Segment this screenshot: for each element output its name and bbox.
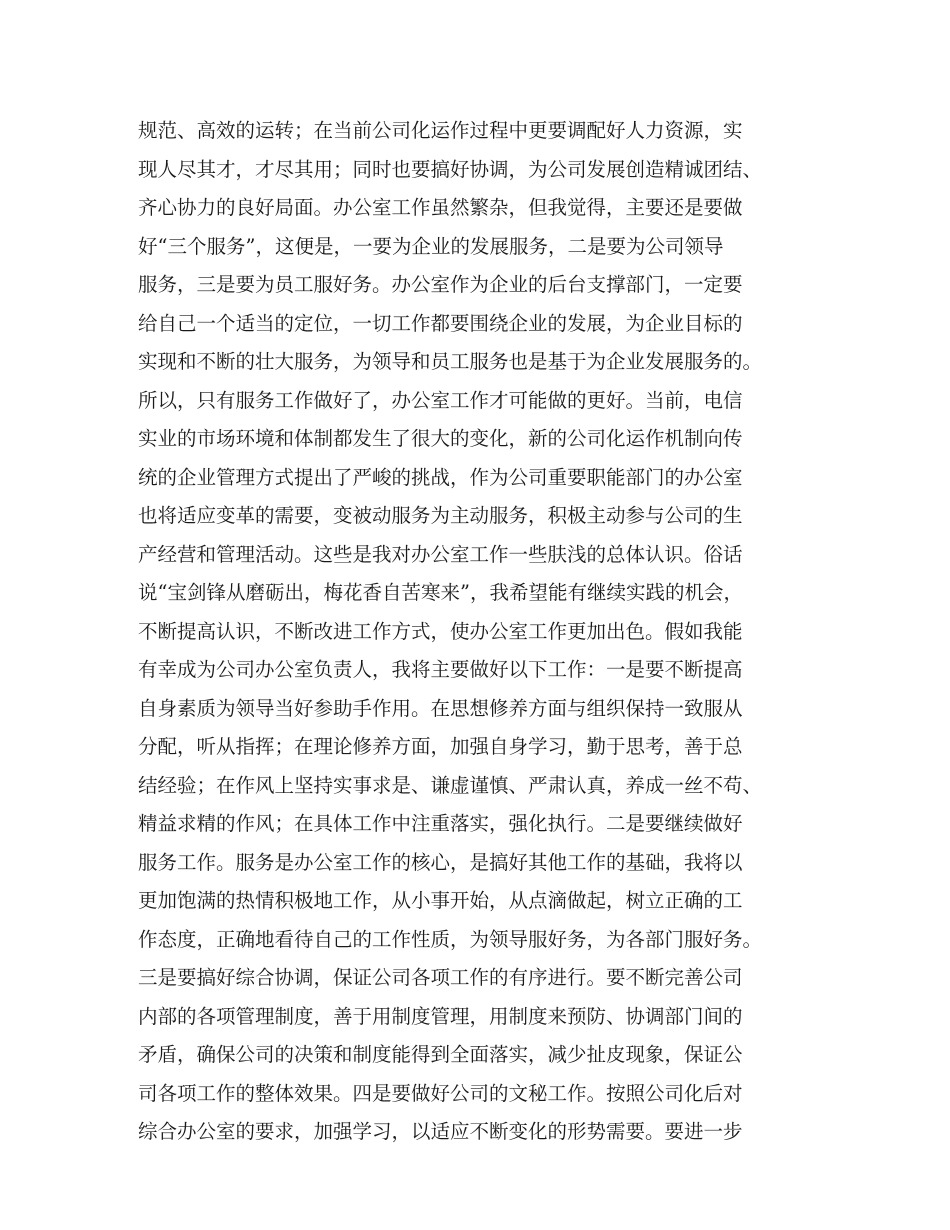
text-line: 实业的市场环境和体制都发生了很大的变化，新的公司化运作机制向传 (138, 427, 743, 450)
text-line: 有幸成为公司办公室负责人，我将主要做好以下工作：一是要不断提高 (138, 658, 743, 681)
text-line: 规范、高效的运转；在当前公司化运作过程中更要调配好人力资源，实 (138, 119, 743, 142)
text-line: 好“三个服务”，这便是，一要为企业的发展服务，二是要为公司领导 (138, 234, 724, 258)
text-line: 自身素质为领导当好参助手作用。在思想修养方面与组织保持一致服从 (138, 696, 743, 720)
text-line: 产经营和管理活动。这些是我对办公室工作一些肤浅的总体认识。俗话 (138, 542, 743, 566)
text-line: 内部的各项管理制度，善于用制度管理，用制度来预防、协调部门间的 (138, 1004, 743, 1028)
text-line: 三是要搞好综合协调，保证公司各项工作的有序进行。要不断完善公司 (138, 966, 743, 989)
text-line: 服务工作。服务是办公室工作的核心，是搞好其他工作的基础，我将以 (138, 850, 743, 874)
text-line: 给自己一个适当的定位，一切工作都要围绕企业的发展，为企业目标的 (138, 311, 743, 335)
body-text (138, 112, 828, 1152)
text-line: 齐心协力的良好局面。办公室工作虽然繁杂，但我觉得，主要还是要做 (138, 196, 743, 219)
text-line: 不断提高认识，不断改进工作方式，使办公室工作更加出色。假如我能 (138, 619, 743, 643)
text-line: 矛盾，确保公司的决策和制度能得到全面落实，减少扯皮现象，保证公 (138, 1043, 743, 1066)
text-line: 服务，三是要为员工服好务。办公室作为企业的后台支撑部门，一定要 (138, 273, 743, 296)
text-line: 综合办公室的要求，加强学习，以适应不断变化的形势需要。要进一步 (138, 1120, 743, 1143)
text-line: 统的企业管理方式提出了严峻的挑战，作为公司重要职能部门的办公室 (138, 465, 743, 489)
text-line: 所以，只有服务工作做好了，办公室工作才可能做的更好。当前，电信 (138, 388, 743, 412)
text-line: 作态度，正确地看待自己的工作性质，为领导服好务，为各部门服好务。 (138, 927, 763, 951)
text-line: 现人尽其才，才尽其用；同时也要搞好协调，为公司发展创造精诚团结、 (138, 157, 763, 181)
text-line: 实现和不断的壮大服务，为领导和员工服务也是基于为企业发展服务的。 (138, 350, 763, 373)
text-line: 说“宝剑锋从磨砺出，梅花香自苦寒来”，我希望能有继续实践的机会， (138, 581, 743, 604)
text-line: 更加饱满的热情积极地工作，从小事开始，从点滴做起，树立正确的工 (138, 889, 743, 912)
text-line: 也将适应变革的需要，变被动服务为主动服务，积极主动参与公司的生 (138, 504, 743, 527)
text-line: 司各项工作的整体效果。四是要做好公司的文秘工作。按照公司化后对 (138, 1081, 743, 1105)
text-line: 精益求精的作风；在具体工作中注重落实，强化执行。二是要继续做好 (138, 812, 743, 835)
text-line: 分配，听从指挥；在理论修养方面，加强自身学习，勤于思考，善于总 (138, 735, 743, 758)
text-line: 结经验；在作风上坚持实事求是、谦虚谨慎、严肃认真，养成一丝不苟、 (138, 773, 763, 797)
